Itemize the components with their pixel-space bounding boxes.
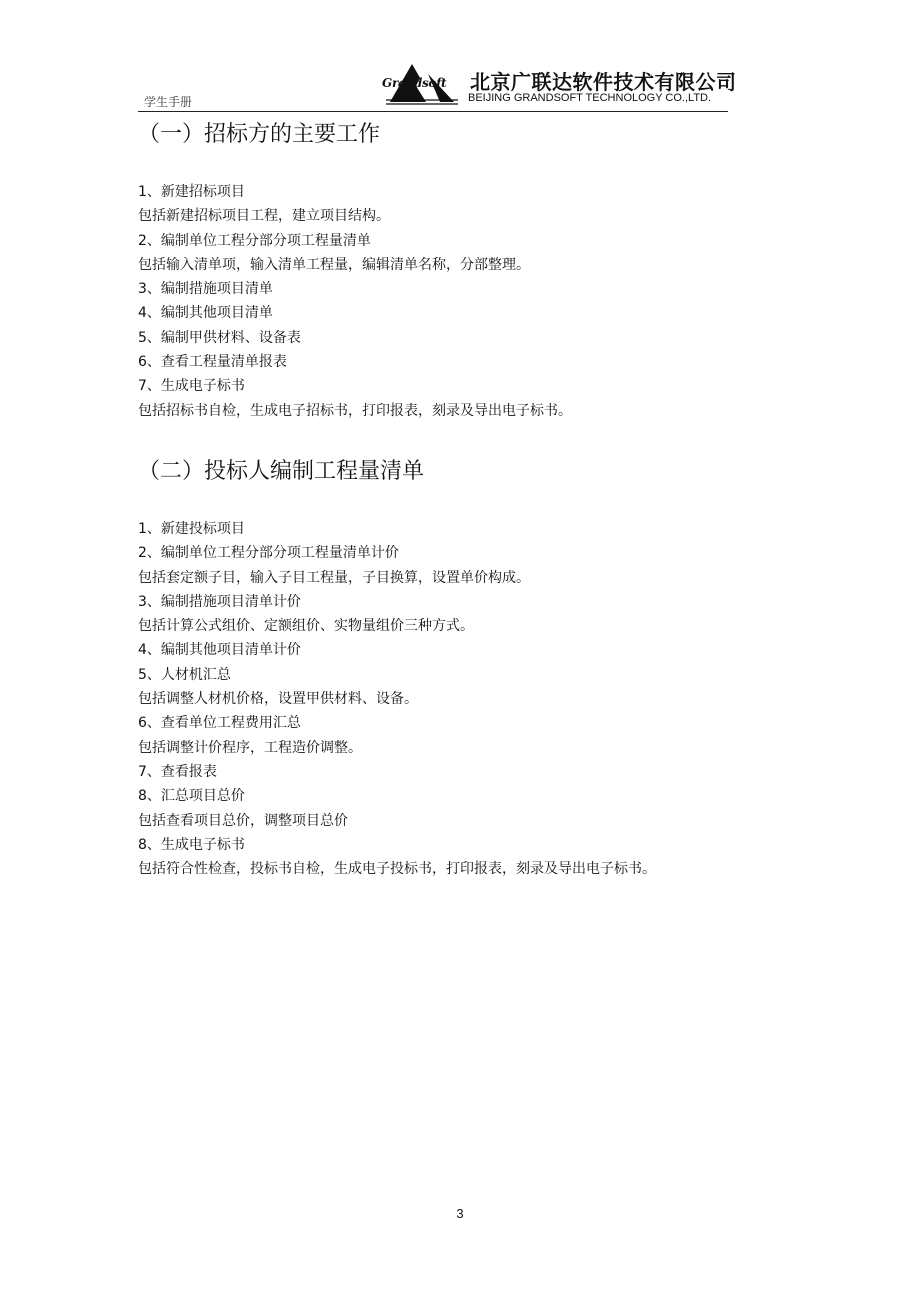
- list-item: 2、编制单位工程分部分项工程量清单: [138, 232, 371, 249]
- list-item: 包括招标书自检，生成电子招标书，打印报表，刻录及导出电子标书。: [138, 402, 572, 419]
- section-list-bidder: [138, 517, 778, 881]
- list-item: 6、查看单位工程费用汇总: [138, 715, 301, 732]
- list-item: 4、编制其他项目清单: [138, 305, 273, 322]
- list-item: 包括符合性检查，投标书自检，生成电子投标书，打印报表，刻录及导出电子标书。: [138, 861, 656, 878]
- list-item: 6、查看工程量清单报表: [138, 354, 287, 371]
- section-list-tenderer: [138, 180, 778, 423]
- list-item: 包括新建招标项目工程，建立项目结构。: [138, 208, 390, 225]
- logo-brand-text: Grandsoft: [382, 76, 447, 90]
- header-divider: [138, 111, 728, 112]
- section-title-bidder: （二）投标人编制工程量清单: [138, 458, 425, 484]
- list-item: 包括调整人材机价格，设置甲供材料、设备。: [138, 691, 418, 708]
- list-item: 包括计算公式组价、定额组价、实物量组价三种方式。: [138, 618, 474, 635]
- section-title-tenderer: （一）招标方的主要工作: [138, 122, 381, 147]
- header-left-text: 学生手册: [144, 95, 193, 109]
- list-item: 1、新建投标项目: [138, 520, 245, 537]
- list-item: 5、编制甲供材料、设备表: [138, 329, 301, 346]
- list-item: 8、汇总项目总价: [138, 788, 245, 805]
- list-item: 包括套定额子目，输入子目工程量，子目换算，设置单价构成。: [138, 569, 530, 586]
- list-item: 7、查看报表: [138, 763, 217, 780]
- page-header: [138, 56, 737, 112]
- list-item: 4、编制其他项目清单计价: [138, 642, 301, 659]
- list-item: 包括输入清单项，输入清单工程量，编辑清单名称，分部整理。: [138, 256, 530, 273]
- company-name-cn: 北京广联达软件技术有限公司: [470, 70, 737, 94]
- list-item: 8、生成电子标书: [138, 836, 245, 853]
- list-item: 包括查看项目总价，调整项目总价: [138, 812, 348, 829]
- list-item: 3、编制措施项目清单计价: [138, 593, 301, 610]
- company-logo: [382, 62, 737, 108]
- list-item: 包括调整计价程序，工程造价调整。: [138, 739, 362, 756]
- list-item: 3、编制措施项目清单: [138, 281, 273, 298]
- list-item: 1、新建招标项目: [138, 184, 245, 200]
- company-name-en: BEIJING GRANDSOFT TECHNOLOGY CO.,LTD.: [468, 92, 712, 104]
- list-item: 7、生成电子标书: [138, 378, 245, 395]
- page-number: 3: [456, 1206, 464, 1221]
- list-item: 5、人材机汇总: [138, 666, 231, 683]
- document-body: [138, 118, 778, 881]
- list-item: 2、编制单位工程分部分项工程量清单计价: [138, 545, 399, 562]
